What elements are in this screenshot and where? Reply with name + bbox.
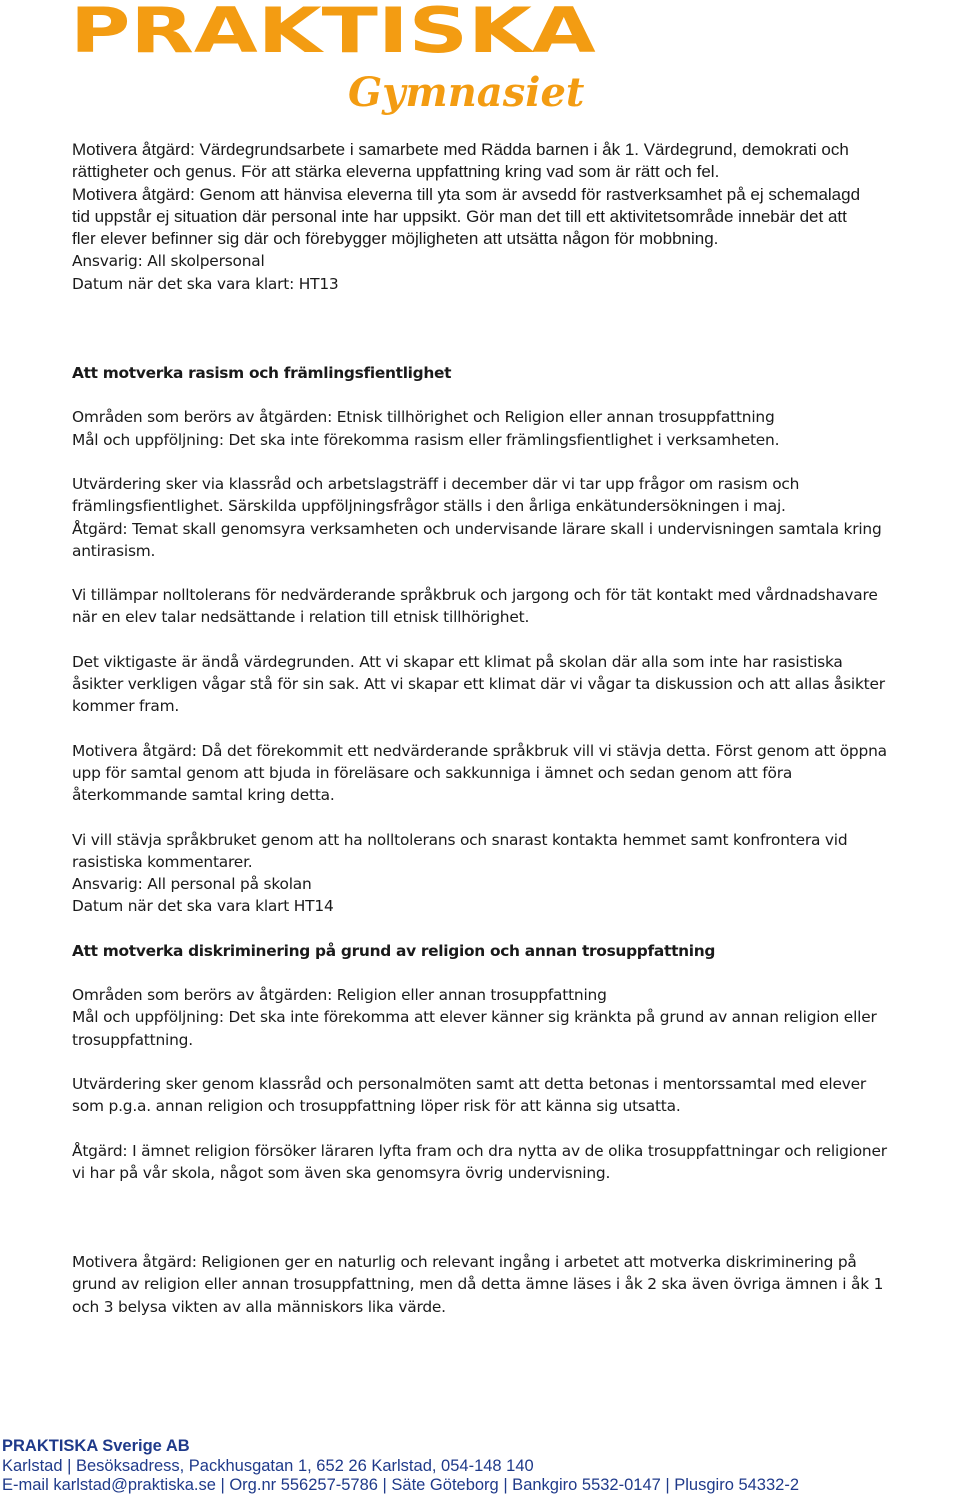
s2-motivate-1: Motivera åtgärd: Då det förekommit ett nedvärderande språkbruk vill vi stävja detta. Först genom att öppna xyxy=(72,741,887,760)
s2-values-1: Det viktigaste är ändå värdegrunden. Att vi skapar ett klimat på skolan där alla som inte har rasistiska xyxy=(72,652,843,671)
s2-eval-1: Utvärdering sker via klassråd och arbetslagsträff i december där vi tar upp frågor om rasism och xyxy=(72,474,800,493)
s2-responsible: Ansvarig: All personal på skolan xyxy=(72,875,312,894)
s2-curb-2: rasistiska kommentarer. xyxy=(72,852,253,871)
praktiska-logo xyxy=(70,0,596,122)
s1-line-5: fler elever befinner sig där och förebygger möjligheten att utsätta någon för mobbning. xyxy=(72,229,719,249)
s2-values-2: åsikter verkligen vågar stå för sin sak. Att vi skapar ett klimat där vi vågar ta diskussion och att allas åsikter xyxy=(72,675,885,694)
document-body xyxy=(72,139,960,1318)
page-footer xyxy=(2,1437,960,1496)
footer-address: Karlstad | Besöksadress, Packhusgatan 1, 652 26 Karlstad, 054-148 140 xyxy=(2,1456,534,1475)
s2-tolerance-2: när en elev talar nedsättande i relation till etnisk tillhörighet. xyxy=(72,608,530,627)
s2-tolerance-1: Vi tillämpar nolltolerans för nedvärderande språkbruk och jargong och för tät kontakt med vårdnadshavare xyxy=(72,586,878,605)
s1-line-2: rättigheter och genus. För att stärka eleverna uppfattning kring vad som är rätt och fel. xyxy=(72,162,720,182)
s3-motivate-3: och 3 belysa vikten av alla människors lika värde. xyxy=(72,1297,446,1316)
logo-wordmark: PRAKTISKA xyxy=(70,0,596,67)
s2-eval-4: antirasism. xyxy=(72,541,156,560)
s1-responsible: Ansvarig: All skolpersonal xyxy=(72,252,265,271)
s2-areas: Områden som berörs av åtgärden: Etnisk tillhörighet och Religion eller annan trosuppfattning xyxy=(72,408,775,427)
s1-line-3: Motivera åtgärd: Genom att hänvisa eleverna till yta som är avsedd för rastverksamhet på ej schemalagd xyxy=(72,184,861,204)
s3-goal-1: Mål och uppföljning: Det ska inte förekomma att elever känner sig kränkta på grund av annan religion eller xyxy=(72,1008,877,1027)
s3-action-1: Åtgärd: I ämnet religion försöker läraren lyfta fram och dra nytta av de olika trosuppfattningar och religioner xyxy=(72,1141,887,1160)
s2-goal: Mål och uppföljning: Det ska inte förekomma rasism eller främlingsfientlighet i verksamheten. xyxy=(72,430,780,449)
s3-goal-2: trosuppfattning. xyxy=(72,1030,193,1049)
s3-motivate-1: Motivera åtgärd: Religionen ger en naturlig och relevant ingång i arbetet att motverka diskriminering på xyxy=(72,1253,857,1272)
s1-line-4: tid uppstår ej situation där personal inte har uppsikt. Gör man det till ett aktivitetsområde innebär det att xyxy=(72,206,847,226)
s3-eval-1: Utvärdering sker genom klassråd och personalmöten samt att detta betonas i mentorssamtal med elever xyxy=(72,1074,867,1093)
s3-areas: Områden som berörs av åtgärden: Religion eller annan trosuppfattning xyxy=(72,986,607,1005)
s3-motivate-2: grund av religion eller annan trosuppfattning, men då detta ämne läses i åk 2 ska även övriga ämnen i åk 1 xyxy=(72,1275,884,1294)
s1-date: Datum när det ska vara klart: HT13 xyxy=(72,274,339,293)
s2-values-3: kommer fram. xyxy=(72,697,180,716)
s3-heading: Att motverka diskriminering på grund av religion och annan trosuppfattning xyxy=(72,941,716,960)
s2-eval-2: främlingsfientlighet. Särskilda uppföljningsfrågor ställs i den årliga enkätundersökningen i maj. xyxy=(72,497,786,516)
logo-subtitle: Gymnasiet xyxy=(348,69,585,116)
s2-curb-1: Vi vill stävja språkbruket genom att ha nolltolerans och snarast kontakta hemmet samt konfrontera vid xyxy=(72,830,848,849)
s1-line-1: Motivera åtgärd: Värdegrundsarbete i samarbete med Rädda barnen i åk 1. Värdegrund, demokrati och xyxy=(72,140,849,159)
s2-date: Datum när det ska vara klart HT14 xyxy=(72,897,334,916)
s2-eval-3: Åtgärd: Temat skall genomsyra verksamheten och undervisande lärare skall i undervisningen samtala kring xyxy=(72,519,882,538)
s3-action-2: vi har på vår skola, något som även ska genomsyra övrig undervisning. xyxy=(72,1163,611,1182)
footer-company: PRAKTISKA Sverige AB xyxy=(2,1437,190,1455)
s2-heading: Att motverka rasism och främlingsfientlighet xyxy=(72,364,452,383)
s2-motivate-3: återkommande samtal kring detta. xyxy=(72,786,335,805)
footer-contact: E-mail karlstad@praktiska.se | Org.nr 556257-5786 | Säte Göteborg | Bankgiro 5532-0147 | Plusgiro 54332-2 xyxy=(2,1476,800,1494)
s3-eval-2: som p.g.a. annan religion och trosuppfattning löper risk för att känna sig utsatta. xyxy=(72,1097,681,1116)
s2-motivate-2: upp för samtal genom att bjuda in föreläsare och sakkunniga i ämnet och sedan genom att föra xyxy=(72,763,793,782)
